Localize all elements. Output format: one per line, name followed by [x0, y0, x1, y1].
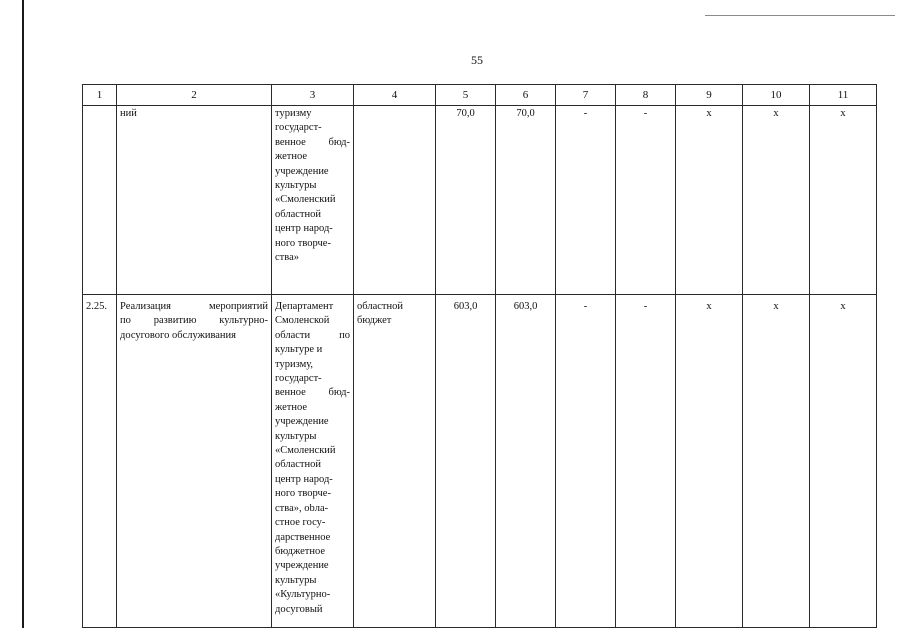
activity-name-cell: ний: [117, 106, 272, 295]
header-cell: 2: [117, 85, 272, 106]
executor-line: областной: [275, 208, 321, 220]
executor-line: ства», obла-: [275, 502, 329, 514]
table-row: [83, 106, 877, 295]
value-cell-11: х: [810, 295, 877, 628]
executor-line: бюджетное: [275, 545, 326, 557]
executor-line: ства»: [275, 252, 299, 264]
header-cell: 9: [676, 85, 743, 106]
executor-line: дарственное: [275, 531, 331, 543]
header-cell: 4: [354, 85, 436, 106]
header-cell: 5: [436, 85, 496, 106]
executor-line: культуры: [275, 574, 317, 586]
executor-line: государст-: [275, 373, 322, 385]
executor-line: Смоленской: [275, 315, 330, 327]
executor-line: «Культурно-: [275, 589, 331, 601]
executor-line: «Смоленский: [275, 194, 336, 206]
executor-line: досуговый: [275, 603, 323, 615]
activity-name-line: досугового обслуживания: [120, 329, 237, 341]
funding-source-line: бюджет: [357, 315, 392, 327]
executor-line: Департамент: [275, 301, 334, 312]
value-cell-6: 70,0: [496, 106, 556, 295]
executor-line: стное госу-: [275, 517, 326, 529]
funding-source-cell: [354, 106, 436, 295]
value-cell-7: -: [556, 106, 616, 295]
top-rule: [705, 15, 895, 16]
executor-line: областной: [275, 459, 321, 471]
value-cell-8: -: [616, 295, 676, 628]
value-cell-7: -: [556, 295, 616, 628]
activity-name-cell: [117, 295, 272, 628]
page-left-edge: [22, 0, 24, 628]
value-cell-9: х: [676, 295, 743, 628]
executor-cell: [272, 295, 354, 628]
executor-line: «Смоленский: [275, 445, 336, 457]
funding-source-cell: [354, 295, 436, 628]
executor-line: венное бюд-: [275, 387, 350, 399]
executor-line: жетное: [275, 151, 308, 163]
executor-line: государст-: [275, 122, 322, 134]
header-cell: 8: [616, 85, 676, 106]
executor-line: туризму: [275, 108, 312, 119]
executor-line: культуре и: [275, 344, 323, 356]
value-cell-5: 603,0: [436, 295, 496, 628]
executor-line: венное бюд-: [275, 136, 350, 148]
executor-line: учреждение: [275, 416, 329, 428]
executor-line: туризму,: [275, 358, 314, 370]
page-number: 55: [471, 53, 483, 67]
header-cell: 10: [743, 85, 810, 106]
header-cell: 3: [272, 85, 354, 106]
executor-line: области по: [275, 329, 350, 341]
value-cell-5: 70,0: [436, 106, 496, 295]
executor-line: учреждение: [275, 165, 329, 177]
table-header-row: [83, 85, 877, 106]
header-cell: 7: [556, 85, 616, 106]
activity-name-line: Реализация мероприятий: [120, 301, 268, 312]
value-cell-10: х: [743, 106, 810, 295]
executor-line: учреждение: [275, 560, 329, 572]
executor-cell: [272, 106, 354, 295]
executor-line: ного творче-: [275, 488, 331, 500]
table-row: [83, 295, 877, 628]
row-number-cell: [83, 106, 117, 295]
value-cell-9: х: [676, 106, 743, 295]
budget-table: [82, 84, 877, 628]
header-cell: 1: [83, 85, 117, 106]
executor-line: ного творче-: [275, 237, 331, 249]
value-cell-11: х: [810, 106, 877, 295]
executor-line: культуры: [275, 180, 317, 192]
executor-line: культуры: [275, 430, 317, 442]
header-cell: 11: [810, 85, 877, 106]
funding-source-line: областной: [357, 301, 403, 312]
executor-line: центр народ-: [275, 473, 333, 485]
value-cell-10: х: [743, 295, 810, 628]
header-cell: 6: [496, 85, 556, 106]
executor-line: центр народ-: [275, 223, 333, 235]
executor-line: жетное: [275, 401, 308, 413]
value-cell-8: -: [616, 106, 676, 295]
row-number-cell: 2.25.: [83, 295, 117, 628]
value-cell-6: 603,0: [496, 295, 556, 628]
activity-name-line: по развитию культурно-: [120, 315, 268, 327]
